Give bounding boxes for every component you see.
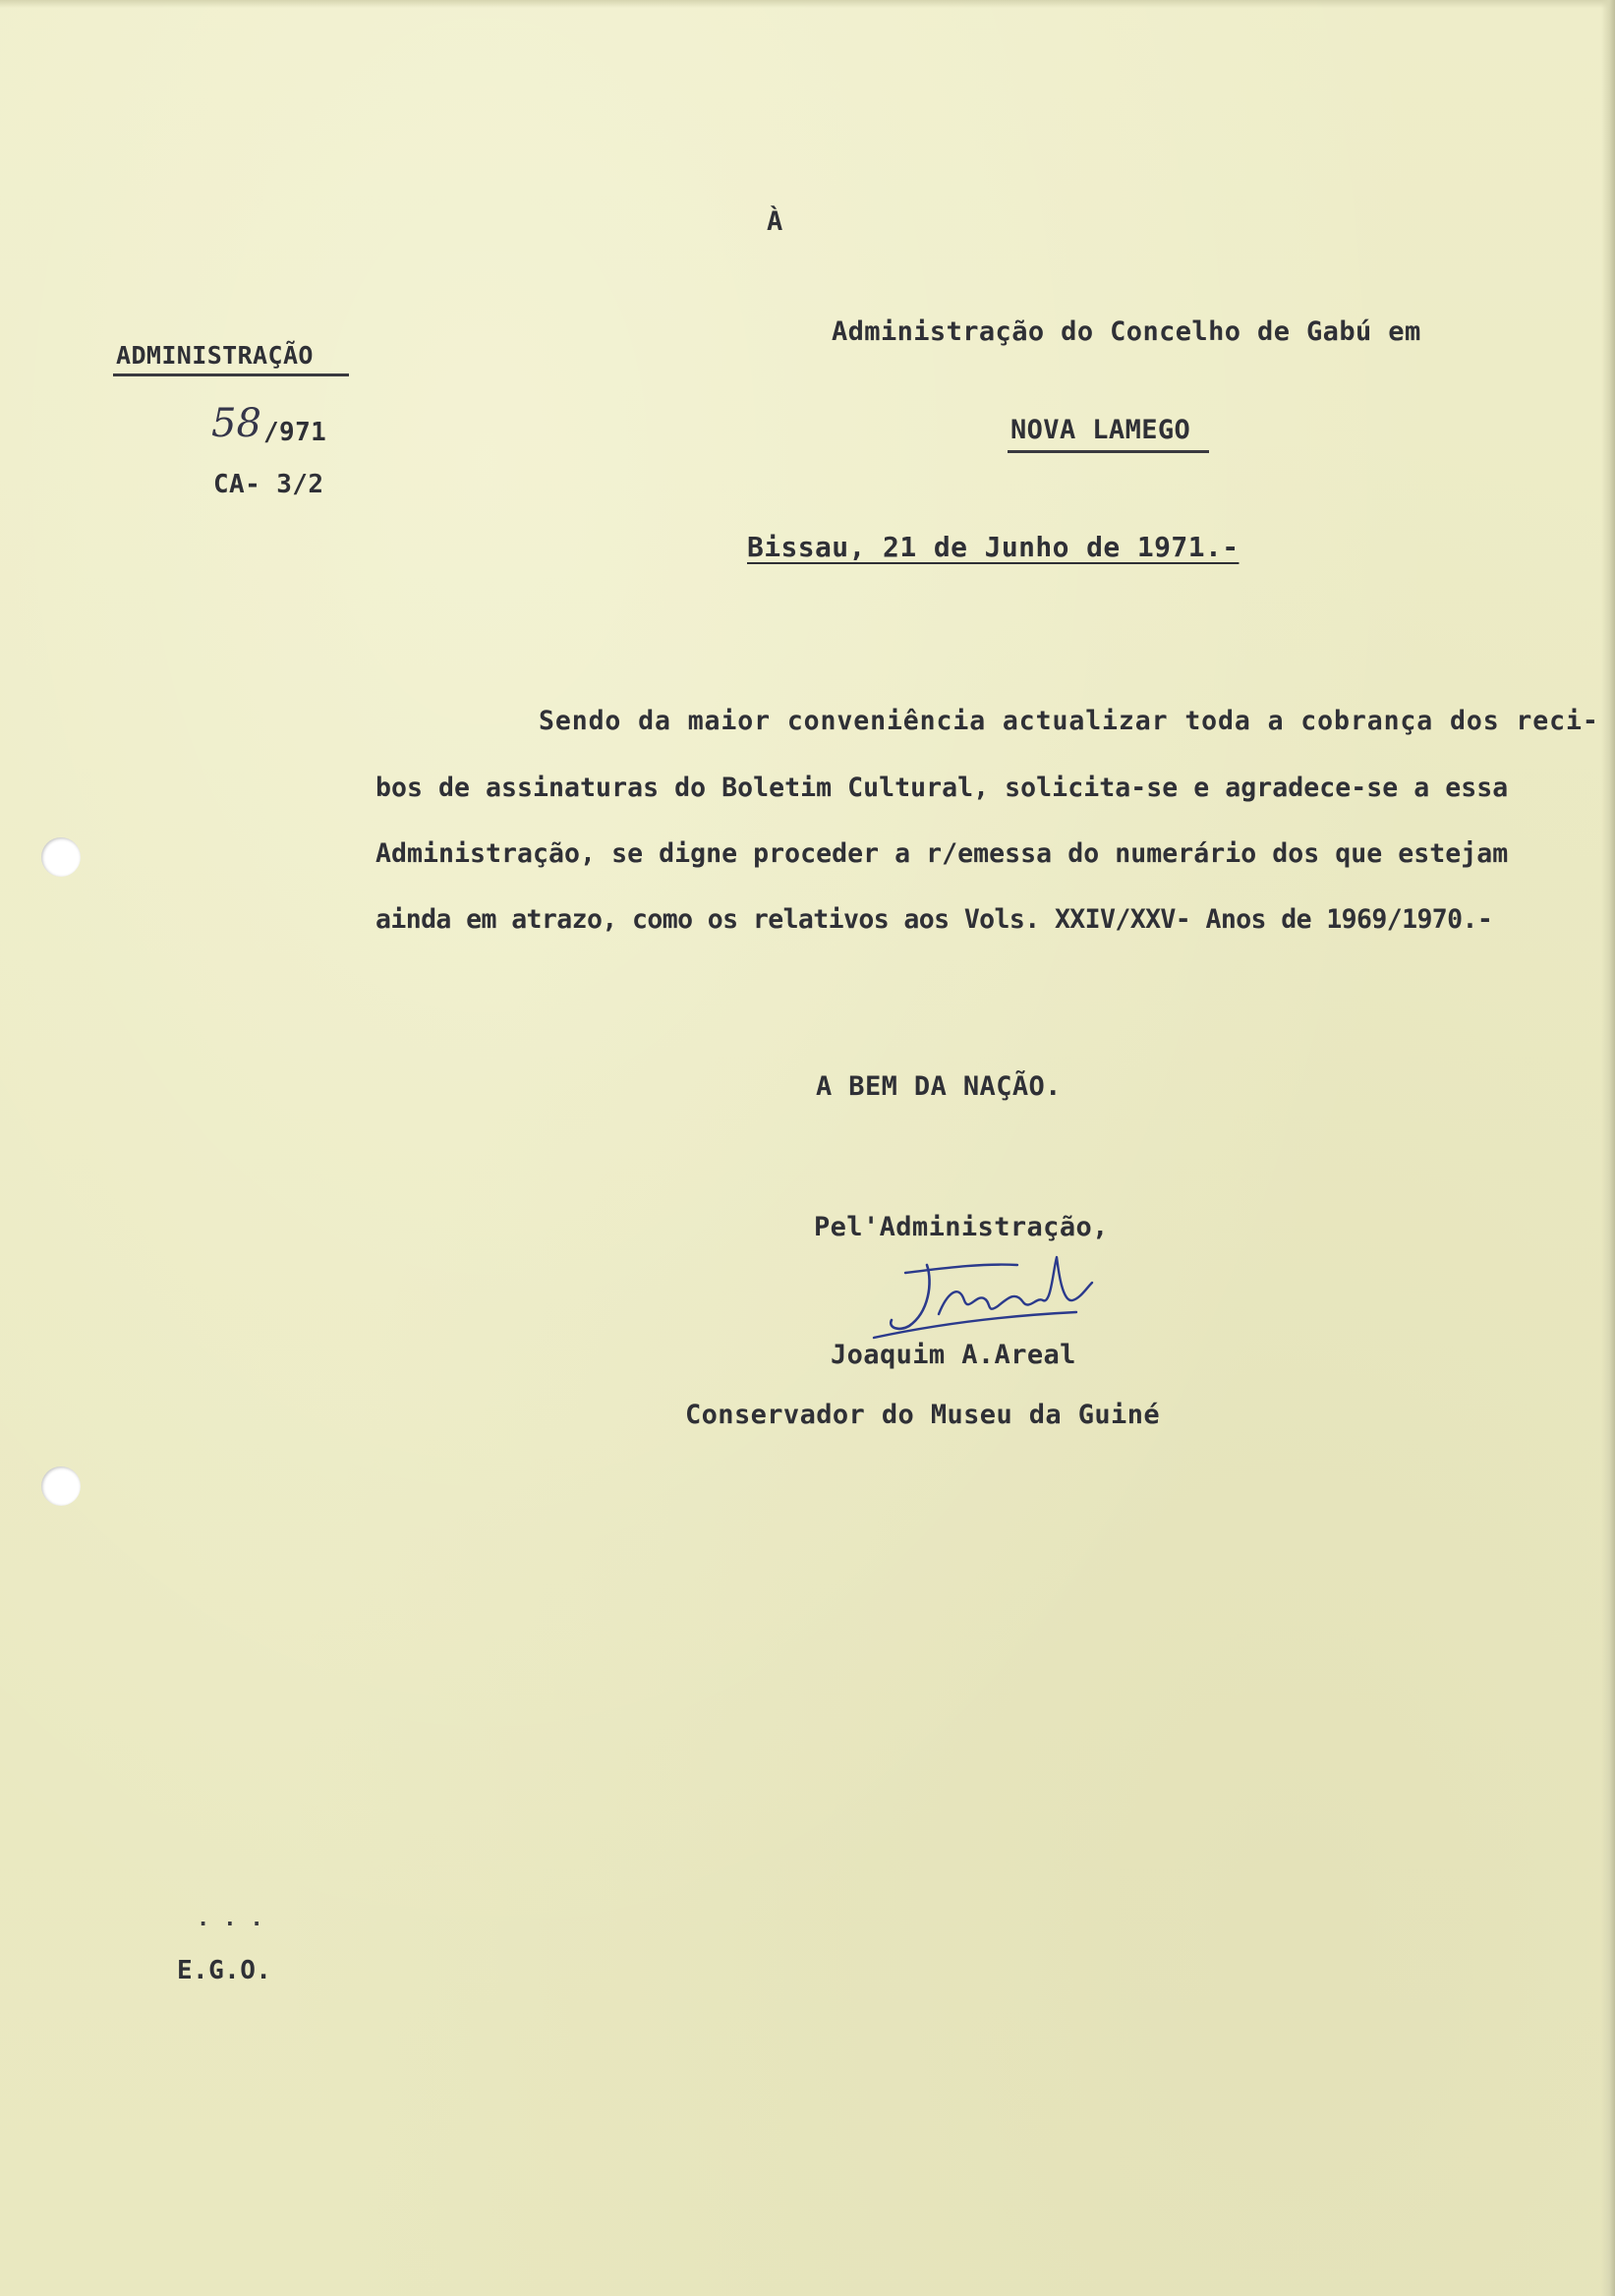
body-line-4: ainda em atrazo, como os relativos aos Vols. XXIV/XXV- Anos de 1969/1970.- bbox=[375, 904, 1493, 935]
footer-dots: ... bbox=[197, 1907, 277, 1931]
handwritten-signature bbox=[870, 1243, 1106, 1351]
closing-on-behalf: Pel'Administração, bbox=[814, 1212, 1109, 1242]
date-line: Bissau, 21 de Junho de 1971.- bbox=[747, 531, 1240, 563]
body-line-3: Administração, se digne proceder a r/emessa do numerário dos que estejam bbox=[375, 838, 1509, 869]
footer-initials: E.G.O. bbox=[177, 1956, 272, 1985]
reference-department: ADMINISTRAÇÃO bbox=[116, 341, 314, 370]
reference-department-underline bbox=[113, 373, 349, 376]
addressee-place: NOVA LAMEGO bbox=[1010, 415, 1191, 445]
reference-number-handwritten: 58 bbox=[211, 401, 261, 446]
reference-code: CA- 3/2 bbox=[213, 470, 324, 499]
paper-top-edge bbox=[0, 0, 1615, 8]
addressee-prefix: À bbox=[767, 206, 783, 237]
closing-salutation: A BEM DA NAÇÃO. bbox=[816, 1071, 1062, 1102]
paper-right-edge bbox=[1601, 0, 1615, 2296]
reference-number-suffix: /971 bbox=[263, 418, 327, 447]
addressee-place-underline bbox=[1008, 450, 1209, 453]
addressee-line: Administração do Concelho de Gabú em bbox=[832, 316, 1421, 347]
punch-hole-top bbox=[41, 837, 81, 877]
signer-title: Conservador do Museu da Guiné bbox=[685, 1400, 1161, 1430]
body-line-1: Sendo da maior conveniência actualizar toda a cobrança dos reci- bbox=[539, 706, 1599, 736]
body-line-2: bos de assinaturas do Boletim Cultural, solicita-se e agradece-se a essa bbox=[375, 773, 1509, 803]
signer-name: Joaquim A.Areal bbox=[831, 1340, 1076, 1370]
punch-hole-bottom bbox=[41, 1466, 81, 1506]
